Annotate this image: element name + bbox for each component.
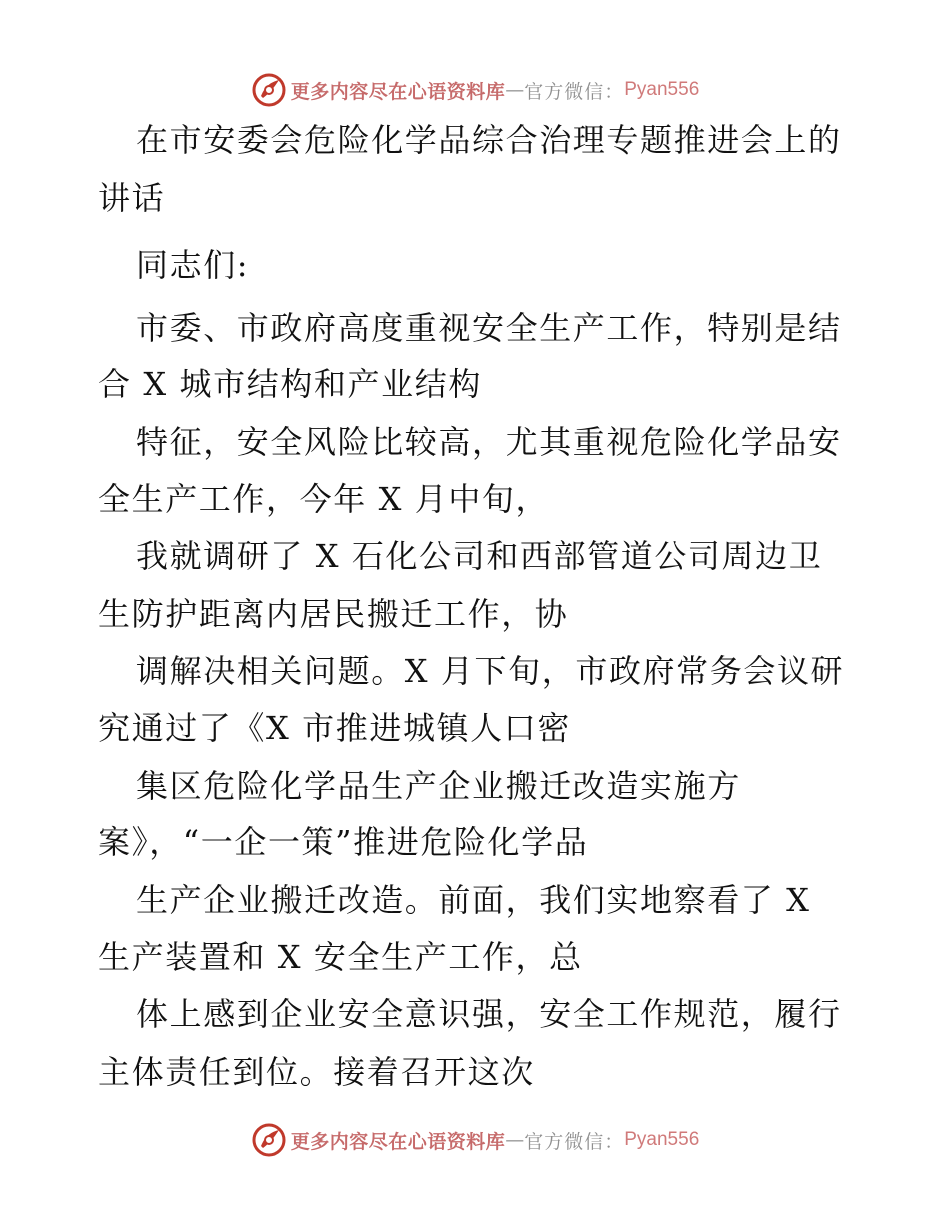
- title-line-1: 在市安委会危险化学品综合治理专题推进会上的: [136, 121, 842, 159]
- body-line: 合 X 城市结构和产业结构: [98, 365, 482, 403]
- banner-site-text: 更多内容尽在心语资料库: [290, 80, 506, 103]
- title-line-2: 讲话: [98, 179, 166, 217]
- body-line: 生产企业搬迁改造。前面，我们实地察看了 X: [136, 881, 811, 919]
- body-line: 主体责任到位。接着召开这次: [98, 1053, 535, 1091]
- body-line: 案》，“一企一策”推进危险化学品: [98, 823, 589, 861]
- banner-wechat-handle: Pyan556: [624, 1129, 700, 1150]
- banner-wechat-handle: Pyan556: [624, 79, 700, 100]
- banner-separator: —: [505, 1129, 525, 1151]
- body-line: 全生产工作，今年 X 月中旬，: [98, 480, 550, 518]
- body-line: 特征，安全风险比较高，尤其重视危险化学品安: [136, 423, 842, 461]
- banner-official-text: 官方微信：: [524, 1130, 625, 1153]
- banner-separator: —: [505, 79, 525, 101]
- logo-icon: [251, 1122, 287, 1158]
- body-line: 体上感到企业安全意识强，安全工作规范，履行: [136, 995, 842, 1033]
- body-line: 调解决相关问题。X 月下旬，市政府常务会议研: [136, 652, 845, 690]
- header-watermark-banner: [0, 70, 950, 110]
- banner-official-text: 官方微信：: [524, 80, 625, 103]
- salutation: 同志们:: [136, 246, 250, 284]
- logo-icon: [251, 72, 287, 108]
- body-line: 生防护距离内居民搬迁工作，协: [98, 595, 569, 633]
- body-line: 究通过了《X 市推进城镇人口密: [98, 709, 571, 747]
- body-line: 集区危险化学品生产企业搬迁改造实施方: [136, 767, 741, 805]
- footer-watermark-banner: [0, 1120, 950, 1160]
- body-line: 市委、市政府高度重视安全生产工作，特别是结: [136, 309, 842, 347]
- body-line: 生产装置和 X 安全生产工作，总: [98, 938, 583, 976]
- body-line: 我就调研了 X 石化公司和西部管道公司周边卫: [136, 537, 823, 575]
- banner-site-text: 更多内容尽在心语资料库: [290, 1130, 506, 1153]
